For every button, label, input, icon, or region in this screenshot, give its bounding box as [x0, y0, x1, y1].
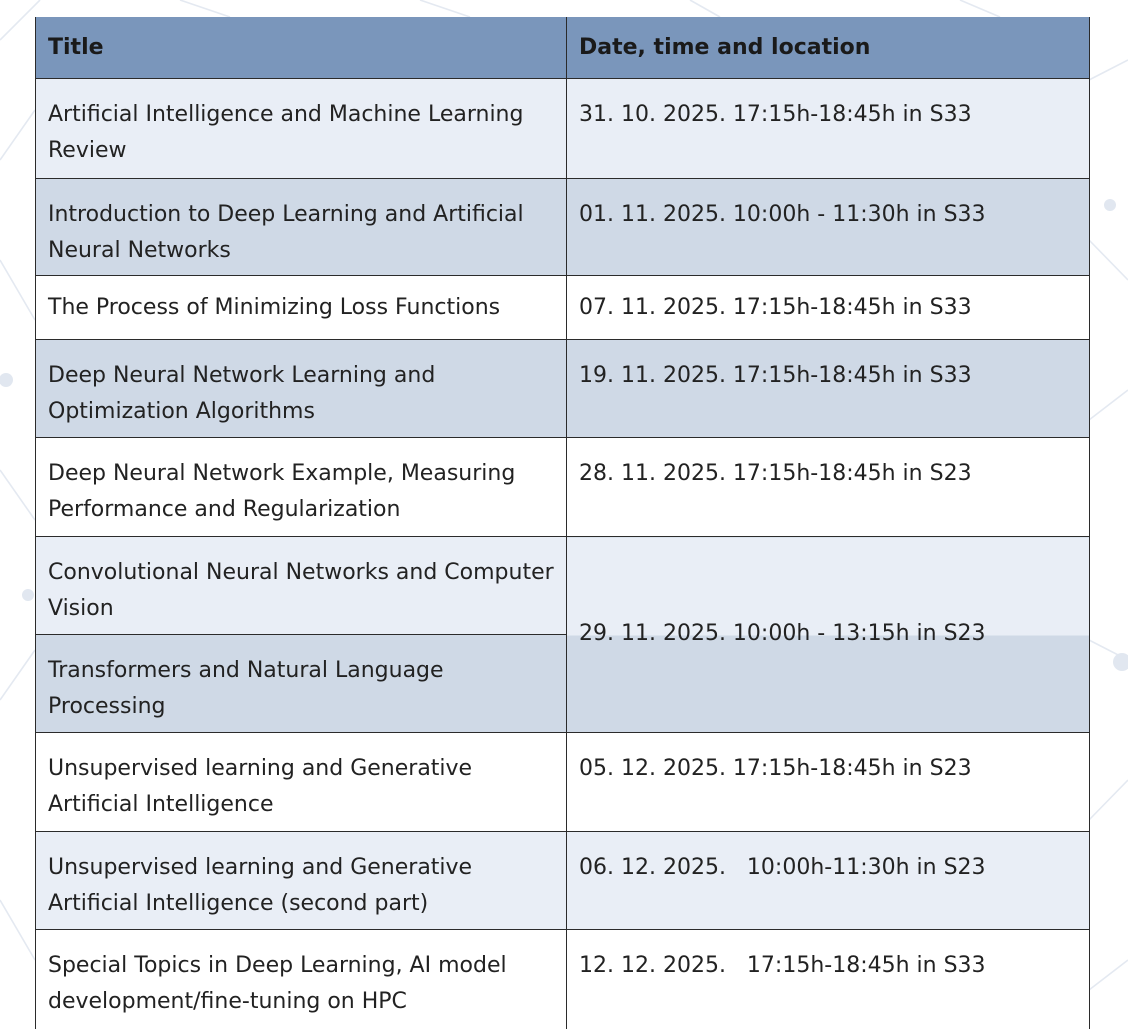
lecture-date-cell: 06. 12. 2025. 10:00h-11:30h in S23	[567, 832, 1090, 930]
lecture-date-cell: 12. 12. 2025. 17:15h-18:45h in S33	[567, 930, 1090, 1029]
table-row	[36, 276, 1090, 340]
table-row	[36, 733, 1090, 832]
table-header-row	[36, 17, 1090, 79]
lecture-date-cell: 07. 11. 2025. 17:15h-18:45h in S33	[567, 276, 1090, 340]
lecture-title-cell: Unsupervised learning and Generative Artificial Intelligence (second part)	[36, 832, 567, 930]
lecture-title-cell: Introduction to Deep Learning and Artificial Neural Networks	[36, 179, 567, 276]
date-column-header: Date, time and location	[567, 17, 1090, 79]
table-row	[36, 438, 1090, 537]
lecture-title-cell: Transformers and Natural Language Processing	[36, 635, 567, 733]
table-row	[36, 340, 1090, 438]
table-row	[36, 537, 1090, 635]
lecture-title-cell: Convolutional Neural Networks and Computer Vision	[36, 537, 567, 635]
table-row	[36, 832, 1090, 930]
lecture-date-cell: 28. 11. 2025. 17:15h-18:45h in S23	[567, 438, 1090, 537]
lecture-title-cell: Artificial Intelligence and Machine Learning Review	[36, 79, 567, 179]
schedule-table	[35, 17, 1090, 1029]
table-row	[36, 930, 1090, 1029]
lecture-date-cell: 31. 10. 2025. 17:15h-18:45h in S33	[567, 79, 1090, 179]
lecture-title-cell: Unsupervised learning and Generative Artificial Intelligence	[36, 733, 567, 832]
table-row	[36, 79, 1090, 179]
lecture-title-cell: Special Topics in Deep Learning, AI model development/fine-tuning on HPC	[36, 930, 567, 1029]
lecture-date-cell: 19. 11. 2025. 17:15h-18:45h in S33	[567, 340, 1090, 438]
title-column-header: Title	[36, 17, 567, 79]
lecture-title-cell: Deep Neural Network Example, Measuring Performance and Regularization	[36, 438, 567, 537]
table-row	[36, 179, 1090, 276]
lecture-date-cell-merged: 29. 11. 2025. 10:00h - 13:15h in S23	[567, 537, 1090, 733]
lecture-date-cell: 05. 12. 2025. 17:15h-18:45h in S23	[567, 733, 1090, 832]
lecture-title-cell: The Process of Minimizing Loss Functions	[36, 276, 567, 340]
lecture-title-cell: Deep Neural Network Learning and Optimization Algorithms	[36, 340, 567, 438]
lecture-date-cell: 01. 11. 2025. 10:00h - 11:30h in S33	[567, 179, 1090, 276]
